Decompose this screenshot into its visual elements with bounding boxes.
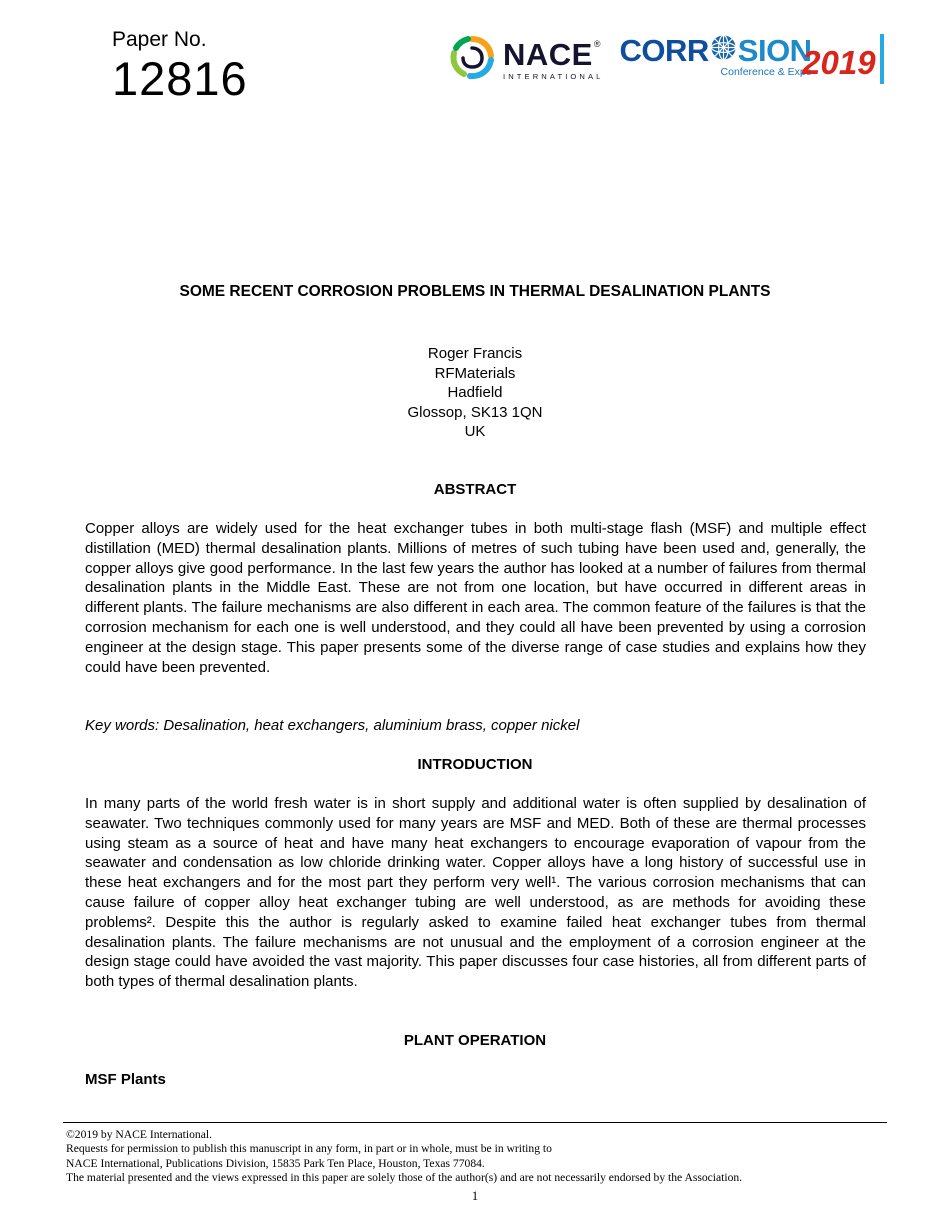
corrosion-word-right: SION [737, 32, 812, 68]
plant-operation-heading: PLANT OPERATION [403, 1032, 547, 1049]
nace-globe-icon [448, 34, 496, 85]
footer-line: Requests for permission to publish this manuscript in any form, in part or in whole, must be in writing to [66, 1142, 552, 1156]
msf-plants-subheading: MSF Plants [85, 1071, 166, 1088]
author-block [0, 344, 950, 442]
author-name: Roger Francis [427, 345, 523, 362]
nace-word: NACE [503, 36, 593, 72]
page-number: 1 [471, 1189, 479, 1203]
footer-line: NACE International, Publications Division, 15835 Park Ten Place, Houston, Texas 77084. [66, 1156, 485, 1170]
author-country: UK [464, 423, 486, 441]
corrosion-word-left: CORR [619, 32, 709, 68]
globe-icon [710, 34, 737, 66]
introduction-heading: INTRODUCTION [417, 756, 533, 773]
paper-number-block [112, 28, 248, 103]
nace-international-label: INTERNATIONAL [503, 71, 604, 81]
logo-row [448, 34, 884, 85]
conference-expo-label: Conference & Expo [720, 66, 812, 78]
paper-title: SOME RECENT CORROSION PROBLEMS IN THERMAL DESALINATION PLANTS [179, 283, 771, 300]
footer-line: ©2019 by NACE International. [66, 1128, 212, 1141]
footer-divider [63, 1122, 887, 1123]
abstract-heading: ABSTRACT [433, 481, 517, 498]
corrosion-logo [620, 34, 884, 84]
nace-wordmark [503, 36, 604, 81]
introduction-paragraph: In many parts of the world fresh water is in short supply and additional water is often supplied by desalination of seawater. Two techniques commonly used for many years are MSF and MED. Both of these are thermal processes using steam as a source of heat and have many heat exchangers to encourage evaporation of vapour from the seawater and condensation as low chloride drinking water. Copper alloys have a long history of successful use in these heat exchangers and for the most part they perform very well¹. The various corrosion mechanisms that can cause failure of copper alloy heat exchanger tubing are well understood, as are methods for avoiding these problems². Despite this the author is regularly asked to examine failed heat exchanger tubes from thermal desalination plants. The failure mechanisms are not unusual and the employment of a corrosion engineer at the design stage could have avoided the vast majority. This paper discusses four case histories, all from different parts of both types of thermal desalination plants. [85, 795, 866, 991]
registered-mark: ® [593, 38, 601, 49]
author-affiliation: RFMaterials [434, 364, 516, 382]
year-label: 2019 [802, 44, 876, 81]
author-address-line: Hadfield [447, 384, 503, 402]
nace-logo [448, 34, 604, 85]
abstract-paragraph: Copper alloys are widely used for the heat exchanger tubes in both multi-stage flash (MSF) and multiple effect distillation (MED) thermal desalination plants. Millions of metres of such tubing have been used and, generally, the copper alloys give good performance. In the last few years the author has looked at a number of failures from thermal desalination plants in the Middle East. These are not from one location, but have occurred in different areas in different plants. The failure mechanisms are also different in each area. The common feature of the failures is that the corrosion mechanism for each one is well understood, and they could all have been prevented by using a corrosion engineer at the design stage. This paper presents some of the diverse range of case studies and explains how they could have been prevented. [85, 520, 866, 676]
paper-no-label: Paper No. [112, 28, 207, 51]
footer-line: The material presented and the views expressed in this paper are solely those of the author(s) and are not necessarily endorsed by the Association. [66, 1171, 743, 1185]
corrosion-wordmark [620, 34, 812, 66]
paper-no-value: 12816 [112, 52, 248, 105]
footer-copyright-block [66, 1128, 886, 1186]
author-address-line: Glossop, SK13 1QN [407, 403, 543, 421]
keywords-line: Key words: Desalination, heat exchangers, aluminium brass, copper nickel [85, 717, 580, 734]
